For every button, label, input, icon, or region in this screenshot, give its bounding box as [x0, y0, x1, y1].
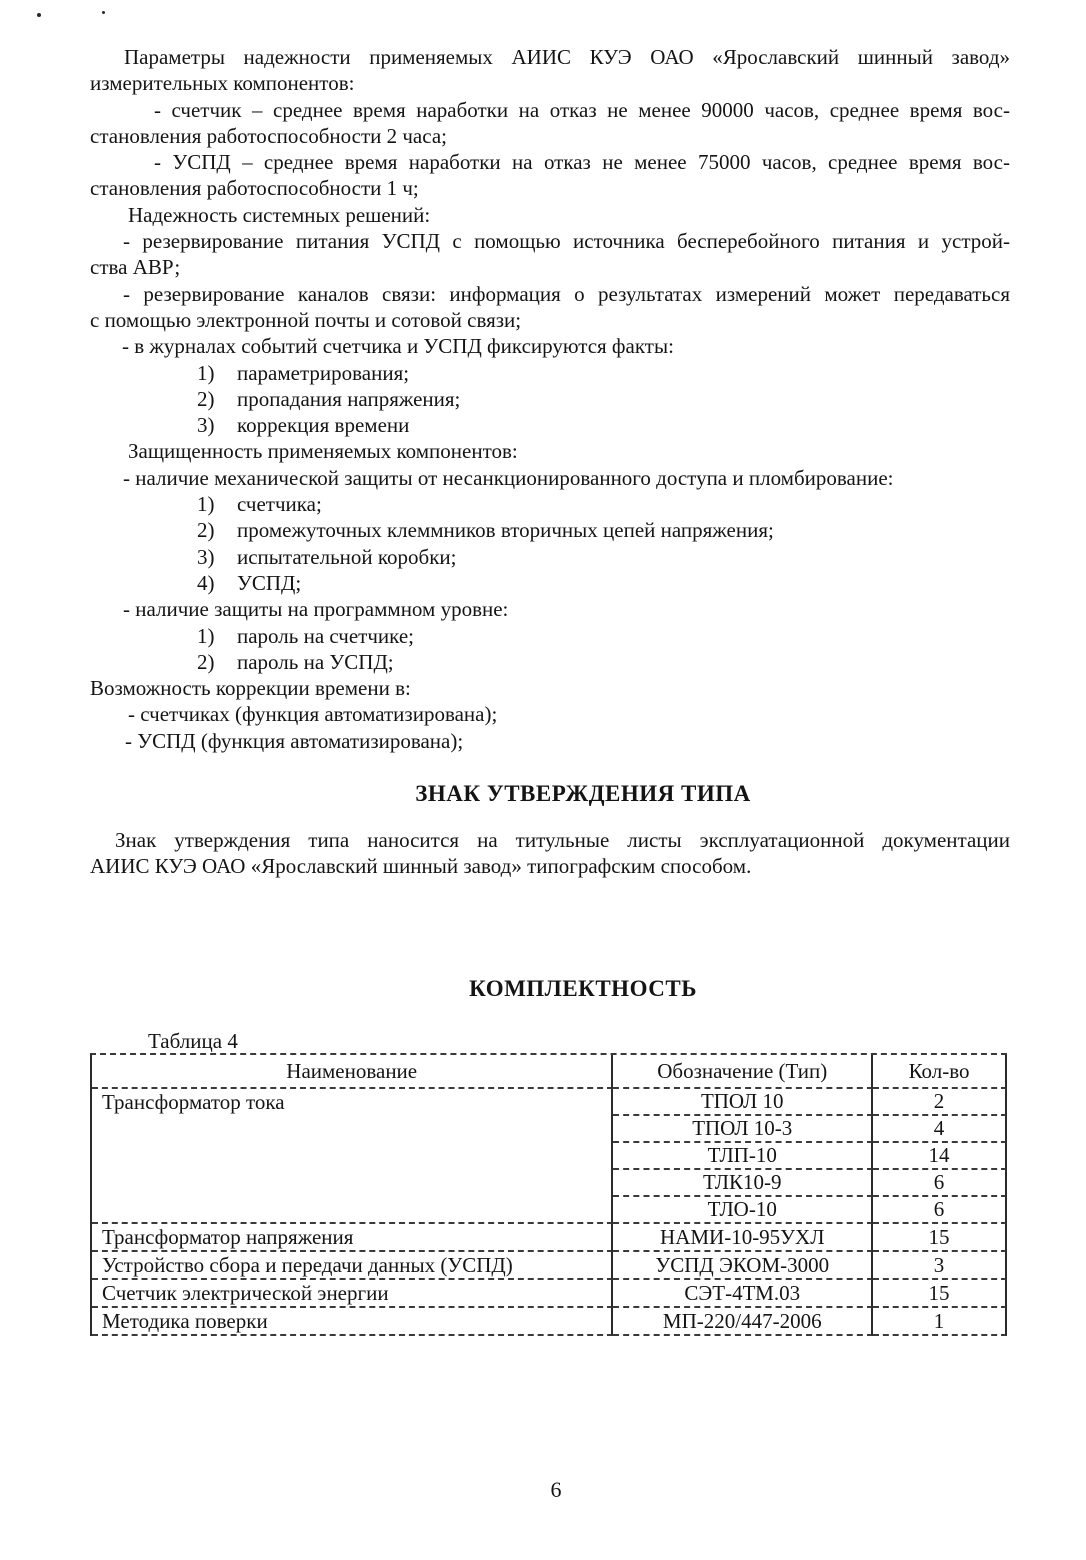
cell-qty: 6	[873, 1197, 1007, 1224]
table-row	[92, 1224, 1007, 1252]
section-heading-wrap	[90, 781, 1010, 807]
cell-type: ТЛК10-9	[613, 1170, 873, 1197]
cell-type: МП-220/447-2006	[613, 1308, 873, 1336]
cell-type: ТПОЛ 10-3	[613, 1116, 873, 1143]
text-line: 3) испытательной коробки;	[197, 544, 457, 569]
scan-speck	[37, 13, 41, 17]
cell-type: СЭТ-4ТМ.03	[613, 1280, 873, 1308]
text-line: - счетчик – среднее время наработки на отказ не менее 90000 часов, среднее время вос-	[154, 97, 1010, 122]
text-line: - УСПД – среднее время наработки на отказ не менее 75000 часов, среднее время вос-	[154, 150, 1010, 175]
cell-type: ТЛП-10	[613, 1143, 873, 1170]
text-line: - наличие защиты на программном уровне:	[123, 597, 509, 622]
page-number: 6	[550, 1477, 562, 1502]
cell-name: Счетчик электрической энергии	[92, 1280, 613, 1308]
text-line: измерительных компонентов:	[90, 71, 355, 96]
list-number: 3)	[197, 413, 215, 438]
cell-type: ТЛО-10	[613, 1197, 873, 1224]
list-number: 1)	[197, 360, 215, 385]
table-header-row	[92, 1055, 1007, 1089]
table-row	[92, 1280, 1007, 1308]
type-approval-paragraph	[90, 827, 1010, 880]
cell-qty: 15	[873, 1224, 1007, 1252]
cell-qty: 14	[873, 1143, 1007, 1170]
cell-type: ТПОЛ 10	[613, 1089, 873, 1116]
section-heading-wrap	[90, 976, 1010, 1002]
text-line: 3) коррекция времени	[197, 413, 410, 438]
text-line: - счетчиках (функция автоматизирована);	[128, 702, 498, 727]
text-line: 4) УСПД;	[197, 570, 302, 595]
cell-qty: 2	[873, 1089, 1007, 1116]
cell-qty: 15	[873, 1280, 1007, 1308]
text-line: становления работоспособности 2 часа;	[90, 123, 447, 148]
cell-name: Методика поверки	[92, 1308, 613, 1336]
list-number: 1)	[197, 492, 215, 517]
text-line: Знак утверждения типа наносится на титульные листы эксплуатационной документации	[115, 828, 1010, 852]
table-row	[92, 1252, 1007, 1280]
table-caption: Таблица 4	[148, 1029, 238, 1053]
reliability-section-text	[90, 44, 1010, 754]
list-number: 1)	[197, 623, 215, 648]
cell-name: Трансформатор тока	[92, 1089, 613, 1224]
text-line: - резервирование питания УСПД с помощью источника бесперебойного питания и устрой-	[123, 229, 1010, 254]
text-line: - резервирование каналов связи: информация о результатах измерений может передаваться	[123, 281, 1010, 306]
list-number: 2)	[197, 518, 215, 543]
table-row	[92, 1308, 1007, 1336]
cell-qty: 4	[873, 1116, 1007, 1143]
column-header-name: Наименование	[92, 1055, 613, 1089]
list-number: 4)	[197, 570, 215, 595]
text-line: с помощью электронной почты и сотовой связи;	[90, 307, 522, 332]
cell-type: НАМИ-10-95УХЛ	[613, 1224, 873, 1252]
cell-name: Устройство сбора и передачи данных (УСПД)	[92, 1252, 613, 1280]
cell-qty: 1	[873, 1308, 1007, 1336]
text-line: Возможность коррекции времени в:	[90, 676, 411, 701]
text-line: 1) параметрирования;	[197, 360, 410, 385]
column-header-type: Обозначение (Тип)	[613, 1055, 873, 1089]
text-line: 2) пароль на УСПД;	[197, 649, 394, 674]
text-line: 2) промежуточных клеммников вторичных цепей напряжения;	[197, 518, 774, 543]
text-line: Защищенность применяемых компонентов:	[128, 439, 518, 464]
cell-qty: 3	[873, 1252, 1007, 1280]
completeness-table	[90, 1053, 1007, 1336]
list-number: 2)	[197, 386, 215, 411]
text-line: - УСПД (функция автоматизирована);	[125, 728, 464, 753]
text-line: Параметры надежности применяемых АИИС КУЭ ОАО «Ярославский шинный завод»	[124, 45, 1010, 69]
type-approval-heading: ЗНАК УТВЕРЖДЕНИЯ ТИПА	[415, 781, 751, 806]
text-line: - наличие механической защиты от несанкционированного доступа и пломбирование:	[123, 465, 894, 490]
table-row	[92, 1089, 1007, 1116]
text-line: 2) пропадания напряжения;	[197, 386, 461, 411]
text-line: 1) пароль на счетчике;	[197, 623, 414, 648]
completeness-heading: КОМПЛЕКТНОСТЬ	[469, 976, 697, 1001]
text-line: Надежность системных решений:	[128, 202, 431, 227]
cell-name: Трансформатор напряжения	[92, 1224, 613, 1252]
list-number: 3)	[197, 544, 215, 569]
text-line: ства АВР;	[90, 255, 181, 280]
text-line: становления работоспособности 1 ч;	[90, 176, 419, 201]
scan-speck	[102, 11, 105, 14]
text-line: 1) счетчика;	[197, 492, 322, 517]
column-header-qty: Кол-во	[873, 1055, 1007, 1089]
cell-qty: 6	[873, 1170, 1007, 1197]
text-line: - в журналах событий счетчика и УСПД фиксируются факты:	[122, 334, 674, 359]
list-number: 2)	[197, 649, 215, 674]
text-line: АИИС КУЭ ОАО «Ярославский шинный завод» типографским способом.	[90, 854, 752, 879]
cell-type: УСПД ЭКОМ-3000	[613, 1252, 873, 1280]
